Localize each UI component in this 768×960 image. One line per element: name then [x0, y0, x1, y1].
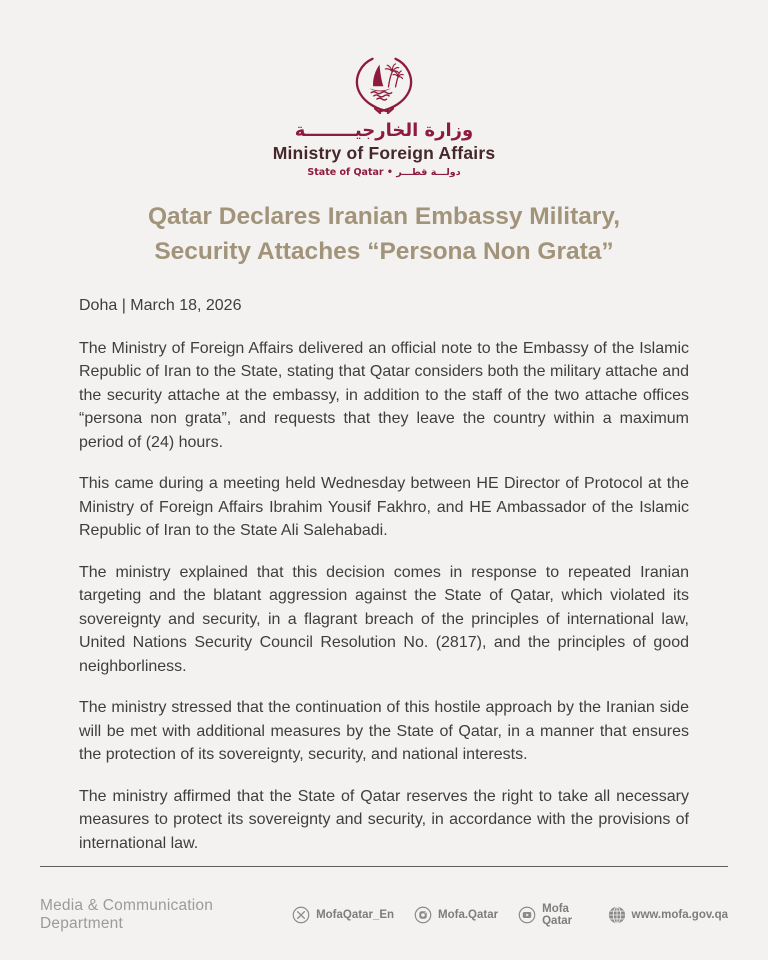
department-label: Media & Communication Department	[40, 897, 214, 932]
social-handle: Mofa.Qatar	[438, 909, 499, 921]
ministry-header	[0, 0, 768, 179]
dateline: Doha | March 18, 2026	[79, 297, 242, 314]
statement-title	[60, 199, 708, 269]
statement-paragraph-2: This came during a meeting held Wednesday between HE Director of Protocol at the Ministry of Foreign Affairs Ibrahim Yousif Fakhro, and HE Ambassador of the Islamic Republic of Iran to the State Ali Salehabadi.	[79, 475, 689, 539]
ministry-name-english: Ministry of Foreign Affairs	[272, 143, 496, 163]
x-icon	[292, 906, 310, 924]
social-links	[292, 903, 728, 927]
footer-divider	[40, 866, 728, 867]
instagram-icon	[414, 906, 432, 924]
statement-paragraph-5: The ministry affirmed that the State of Qatar reserves the right to take all necessary measures to protect its sovereignty and security, in accordance with the provisions of international law.	[79, 787, 689, 852]
qatar-emblem-icon	[352, 56, 416, 114]
social-link-x[interactable]	[292, 906, 394, 924]
statement-title-line2: Security Attaches “Persona Non Grata”	[154, 238, 614, 265]
statement-title-line1: Qatar Declares Iranian Embassy Military,	[147, 203, 621, 230]
footer	[40, 866, 728, 933]
statement-paragraph-4: The ministry stressed that the continuation of this hostile approach by the Iranian side will be met with additional measures by the State of Qatar, in a manner that ensures the protection of its sovereignty, security, and national interests.	[79, 699, 689, 763]
social-handle: MofaQatar_En	[316, 909, 395, 921]
statement-paragraph-1: The Ministry of Foreign Affairs delivered an official note to the Embassy of the Islamic Republic of Iran to the State, stating that Qatar considers both the military attache and the security attache at the embassy, in addition to the staff of the two attache offices “persona non grata”, and requests that they leave the country within a maximum period of (24) hours.	[79, 339, 689, 451]
social-link-website[interactable]	[608, 906, 728, 924]
youtube-icon	[518, 906, 536, 924]
social-handle: Mofa Qatar	[542, 903, 573, 927]
statement-paragraph-3: The ministry explained that this decision comes in response to repeated Iranian targeting and the blatant aggression against the State of Qatar, which violated its sovereignty and security, in a flagrant breach of the principles of international law, United Nations Security Council Resolution No. (2817), and the principles of good neighborliness.	[79, 563, 689, 675]
state-of-qatar-line: State of Qatar • دولـــة قطـــر	[307, 167, 461, 178]
social-link-youtube[interactable]	[518, 903, 587, 927]
ministry-name-arabic: وزارة الخارجيــــــــة	[294, 120, 474, 141]
statement-body	[79, 294, 689, 855]
social-link-instagram[interactable]	[414, 906, 498, 924]
globe-icon	[608, 906, 626, 924]
social-handle: www.mofa.gov.qa	[631, 909, 728, 921]
